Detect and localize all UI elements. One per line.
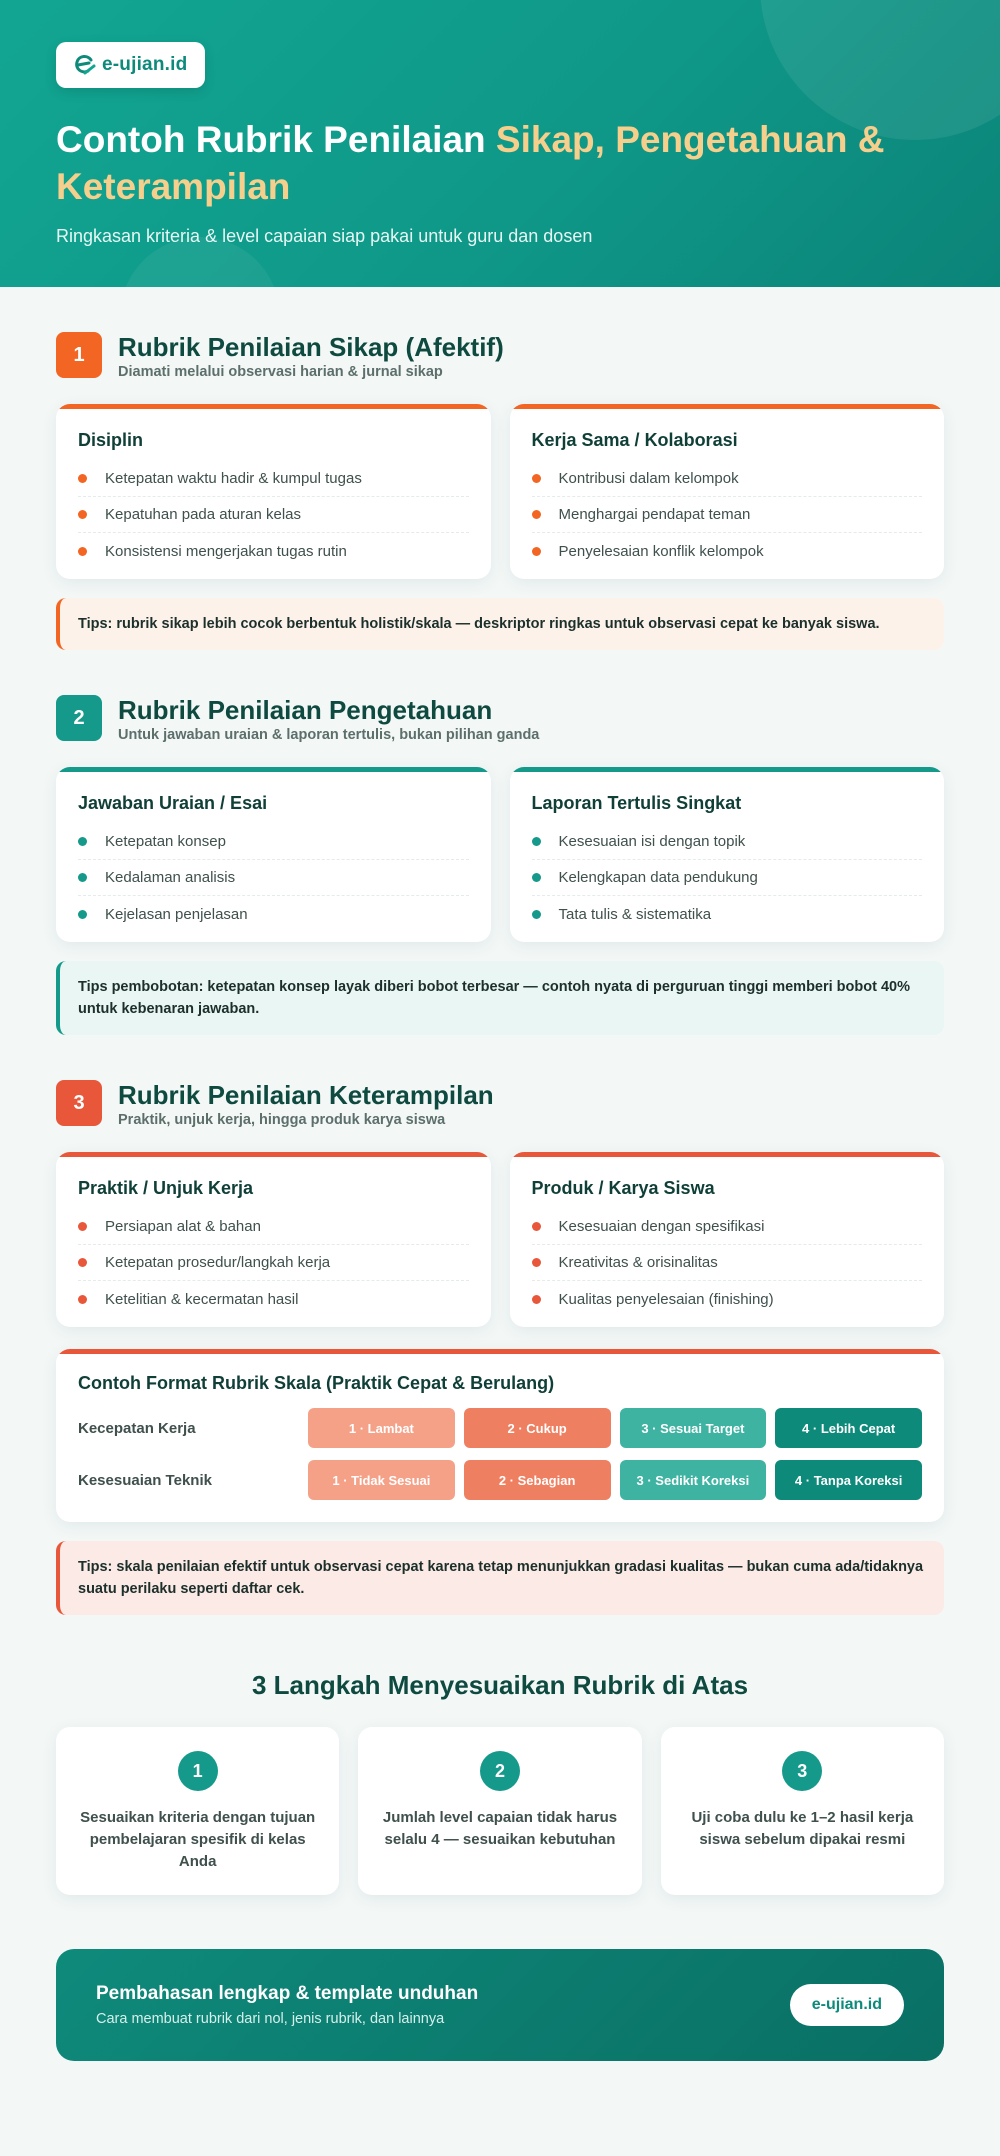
brand-logo[interactable] [56,42,205,88]
criteria-card [56,404,491,579]
scale-title: Contoh Format Rubrik Skala (Praktik Cepat & Berulang) [78,1373,555,1393]
criteria-list [532,1209,923,1317]
bullet-dot-icon [532,510,541,519]
card-title: Praktik / Unjuk Kerja [78,1178,254,1198]
list-item [532,497,923,533]
list-item-text: Ketelitian & kecermatan hasil [105,1290,299,1308]
level-chip: 1 · Tidak Sesuai [308,1460,455,1500]
section-subtitle: Untuk jawaban uraian & laporan tertulis, bukan pilihan ganda [118,727,540,743]
section-header [56,332,944,380]
scale-row [78,1460,922,1500]
section-title: Rubrik Penilaian Sikap (Afektif) [118,332,504,362]
bullet-dot-icon [532,1222,541,1231]
section-number-badge: 2 [56,695,102,741]
bullet-dot-icon [78,1295,87,1304]
bullet-dot-icon [532,547,541,556]
list-item [532,533,923,569]
section-pengetahuan [56,695,944,1035]
card-title: Kerja Sama / Kolaborasi [531,430,738,450]
step-text: Uji coba dulu ke 1–2 hasil kerja siswa sebelum dipakai resmi [691,1809,914,1848]
criteria-card [510,767,945,942]
cta-link-button[interactable]: e-ujian.id [790,1984,904,2026]
main-content [0,332,1000,2061]
page-subtitle: Ringkasan kriteria & level capaian siap pakai untuk guru dan dosen [56,226,593,246]
list-item-text: Kejelasan penjelasan [105,905,248,923]
steps-list [56,1727,944,1895]
logo-text: e-ujian.id [102,54,188,75]
bullet-dot-icon [532,1295,541,1304]
list-item-text: Kualitas penyelesaian (finishing) [558,1290,774,1308]
criteria-card [510,404,945,579]
step-card [661,1727,944,1895]
step-number-badge: 3 [782,1751,822,1791]
list-item-text: Kepatuhan pada aturan kelas [105,506,301,523]
scale-levels [308,1408,922,1448]
card-title: Jawaban Uraian / Esai [78,793,268,813]
hero-banner [0,0,1000,287]
tip-box: Tips: rubrik sikap lebih cocok berbentuk holistik/skala — deskriptor ringkas untuk observasi cepat ke banyak siswa. [56,598,944,650]
criteria-card [56,1152,491,1327]
list-item-text: Kedalaman analisis [105,869,236,886]
criteria-cards [56,404,944,579]
list-item-text: Menghargai pendapat teman [558,506,751,523]
list-item-text: Ketepatan waktu hadir & kumpul tugas [105,470,362,487]
criteria-card [56,767,491,942]
cta-title: Pembahasan lengkap & template unduhan [96,1983,479,2004]
list-item [532,461,923,497]
list-item-text: Penyelesaian konflik kelompok [558,542,764,560]
list-item [532,824,923,860]
list-item [532,1281,923,1317]
section-number-badge: 3 [56,1080,102,1126]
list-item-text: Kontribusi dalam kelompok [558,470,739,487]
list-item-text: Ketepatan prosedur/langkah kerja [105,1254,331,1271]
criteria-list [78,1209,469,1317]
card-title: Laporan Tertulis Singkat [531,793,742,813]
criteria-cards [56,1152,944,1327]
list-item [532,860,923,896]
criteria-list [78,824,469,932]
cta-banner [56,1949,944,2061]
bullet-dot-icon [78,474,87,483]
card-title: Disiplin [78,430,144,450]
level-chip: 3 · Sedikit Koreksi [620,1460,767,1500]
page-title-accent: Sikap, Pengetahuan & Keterampilan [56,119,885,207]
criteria-card [510,1152,945,1327]
list-item-text: Kreativitas & orisinalitas [558,1254,718,1271]
page-title-main: Contoh Rubrik Penilaian [56,119,496,160]
scale-levels [308,1460,922,1500]
bullet-dot-icon [78,547,87,556]
step-card [56,1727,339,1895]
tip-box: Tips: skala penilaian efektif untuk observasi cepat karena tetap menunjukkan gradasi kualitas — bukan cuma ada/tidaknya suatu perilaku seperti daftar cek. [56,1541,944,1615]
bullet-dot-icon [532,910,541,919]
criteria-list [78,461,469,569]
section-header [56,695,944,743]
criteria-list [532,461,923,569]
list-item [78,1209,469,1245]
list-item [78,533,469,569]
list-item-text: Tata tulis & sistematika [558,905,712,923]
section-subtitle: Praktik, unjuk kerja, hingga produk karya siswa [118,1112,446,1128]
level-chip: 3 · Sesuai Target [620,1408,767,1448]
bullet-dot-icon [532,837,541,846]
bullet-dot-icon [78,837,87,846]
scale-rubric-card [56,1349,944,1522]
list-item-text: Konsistensi mengerjakan tugas rutin [105,542,347,560]
tip-box: Tips pembobotan: ketepatan konsep layak diberi bobot terbesar — contoh nyata di perguruan tinggi memberi bobot 40% untuk kebenaran jawaban. [56,961,944,1035]
list-item [78,896,469,932]
criteria-list [532,824,923,932]
bullet-dot-icon [532,1258,541,1267]
bullet-dot-icon [78,510,87,519]
bullet-dot-icon [78,1258,87,1267]
step-text: Sesuaikan kriteria dengan tujuan pembelajaran spesifik di kelas Anda [80,1809,316,1870]
list-item-text: Kelengkapan data pendukung [558,869,758,886]
list-item [78,1245,469,1281]
list-item [78,461,469,497]
steps-title: 3 Langkah Menyesuaikan Rubrik di Atas [251,1670,749,1700]
list-item [78,1281,469,1317]
list-item [532,1245,923,1281]
list-item-text: Kesesuaian isi dengan topik [558,833,746,850]
list-item [532,896,923,932]
level-chip: 2 · Cukup [464,1408,611,1448]
bullet-dot-icon [78,873,87,882]
bullet-dot-icon [532,873,541,882]
list-item-text: Kesesuaian dengan spesifikasi [558,1218,765,1235]
list-item-text: Ketepatan konsep [105,833,226,850]
section-title: Rubrik Penilaian Pengetahuan [118,695,493,725]
step-text: Jumlah level capaian tidak harus selalu 4 — sesuaikan kebutuhan [382,1809,618,1848]
level-chip: 1 · Lambat [308,1408,455,1448]
list-item [78,497,469,533]
criteria-cards [56,767,944,942]
level-chip: 4 · Lebih Cepat [775,1408,922,1448]
level-chip: 4 · Tanpa Koreksi [775,1460,922,1500]
section-sikap [56,332,944,650]
logo-mark-icon [72,52,98,78]
cta-subtitle: Cara membuat rubrik dari nol, jenis rubrik, dan lainnya [96,2011,445,2027]
bullet-dot-icon [532,474,541,483]
level-chip: 2 · Sebagian [464,1460,611,1500]
section-keterampilan [56,1080,944,1615]
step-card [358,1727,641,1895]
section-subtitle: Diamati melalui observasi harian & jurnal sikap [118,364,443,380]
section-number-badge: 1 [56,332,102,378]
scale-row-label: Kesesuaian Teknik [78,1471,212,1489]
scale-row-label: Kecepatan Kerja [78,1419,196,1437]
list-item [78,860,469,896]
list-item-text: Persiapan alat & bahan [105,1218,261,1235]
bullet-dot-icon [78,1222,87,1231]
list-item [78,824,469,860]
section-header [56,1080,944,1128]
step-number-badge: 2 [480,1751,520,1791]
card-title: Produk / Karya Siswa [531,1178,715,1198]
section-title: Rubrik Penilaian Keterampilan [118,1080,494,1110]
list-item [532,1209,923,1245]
bullet-dot-icon [78,910,87,919]
page-title [56,116,886,210]
step-number-badge: 1 [178,1751,218,1791]
scale-row [78,1408,922,1448]
